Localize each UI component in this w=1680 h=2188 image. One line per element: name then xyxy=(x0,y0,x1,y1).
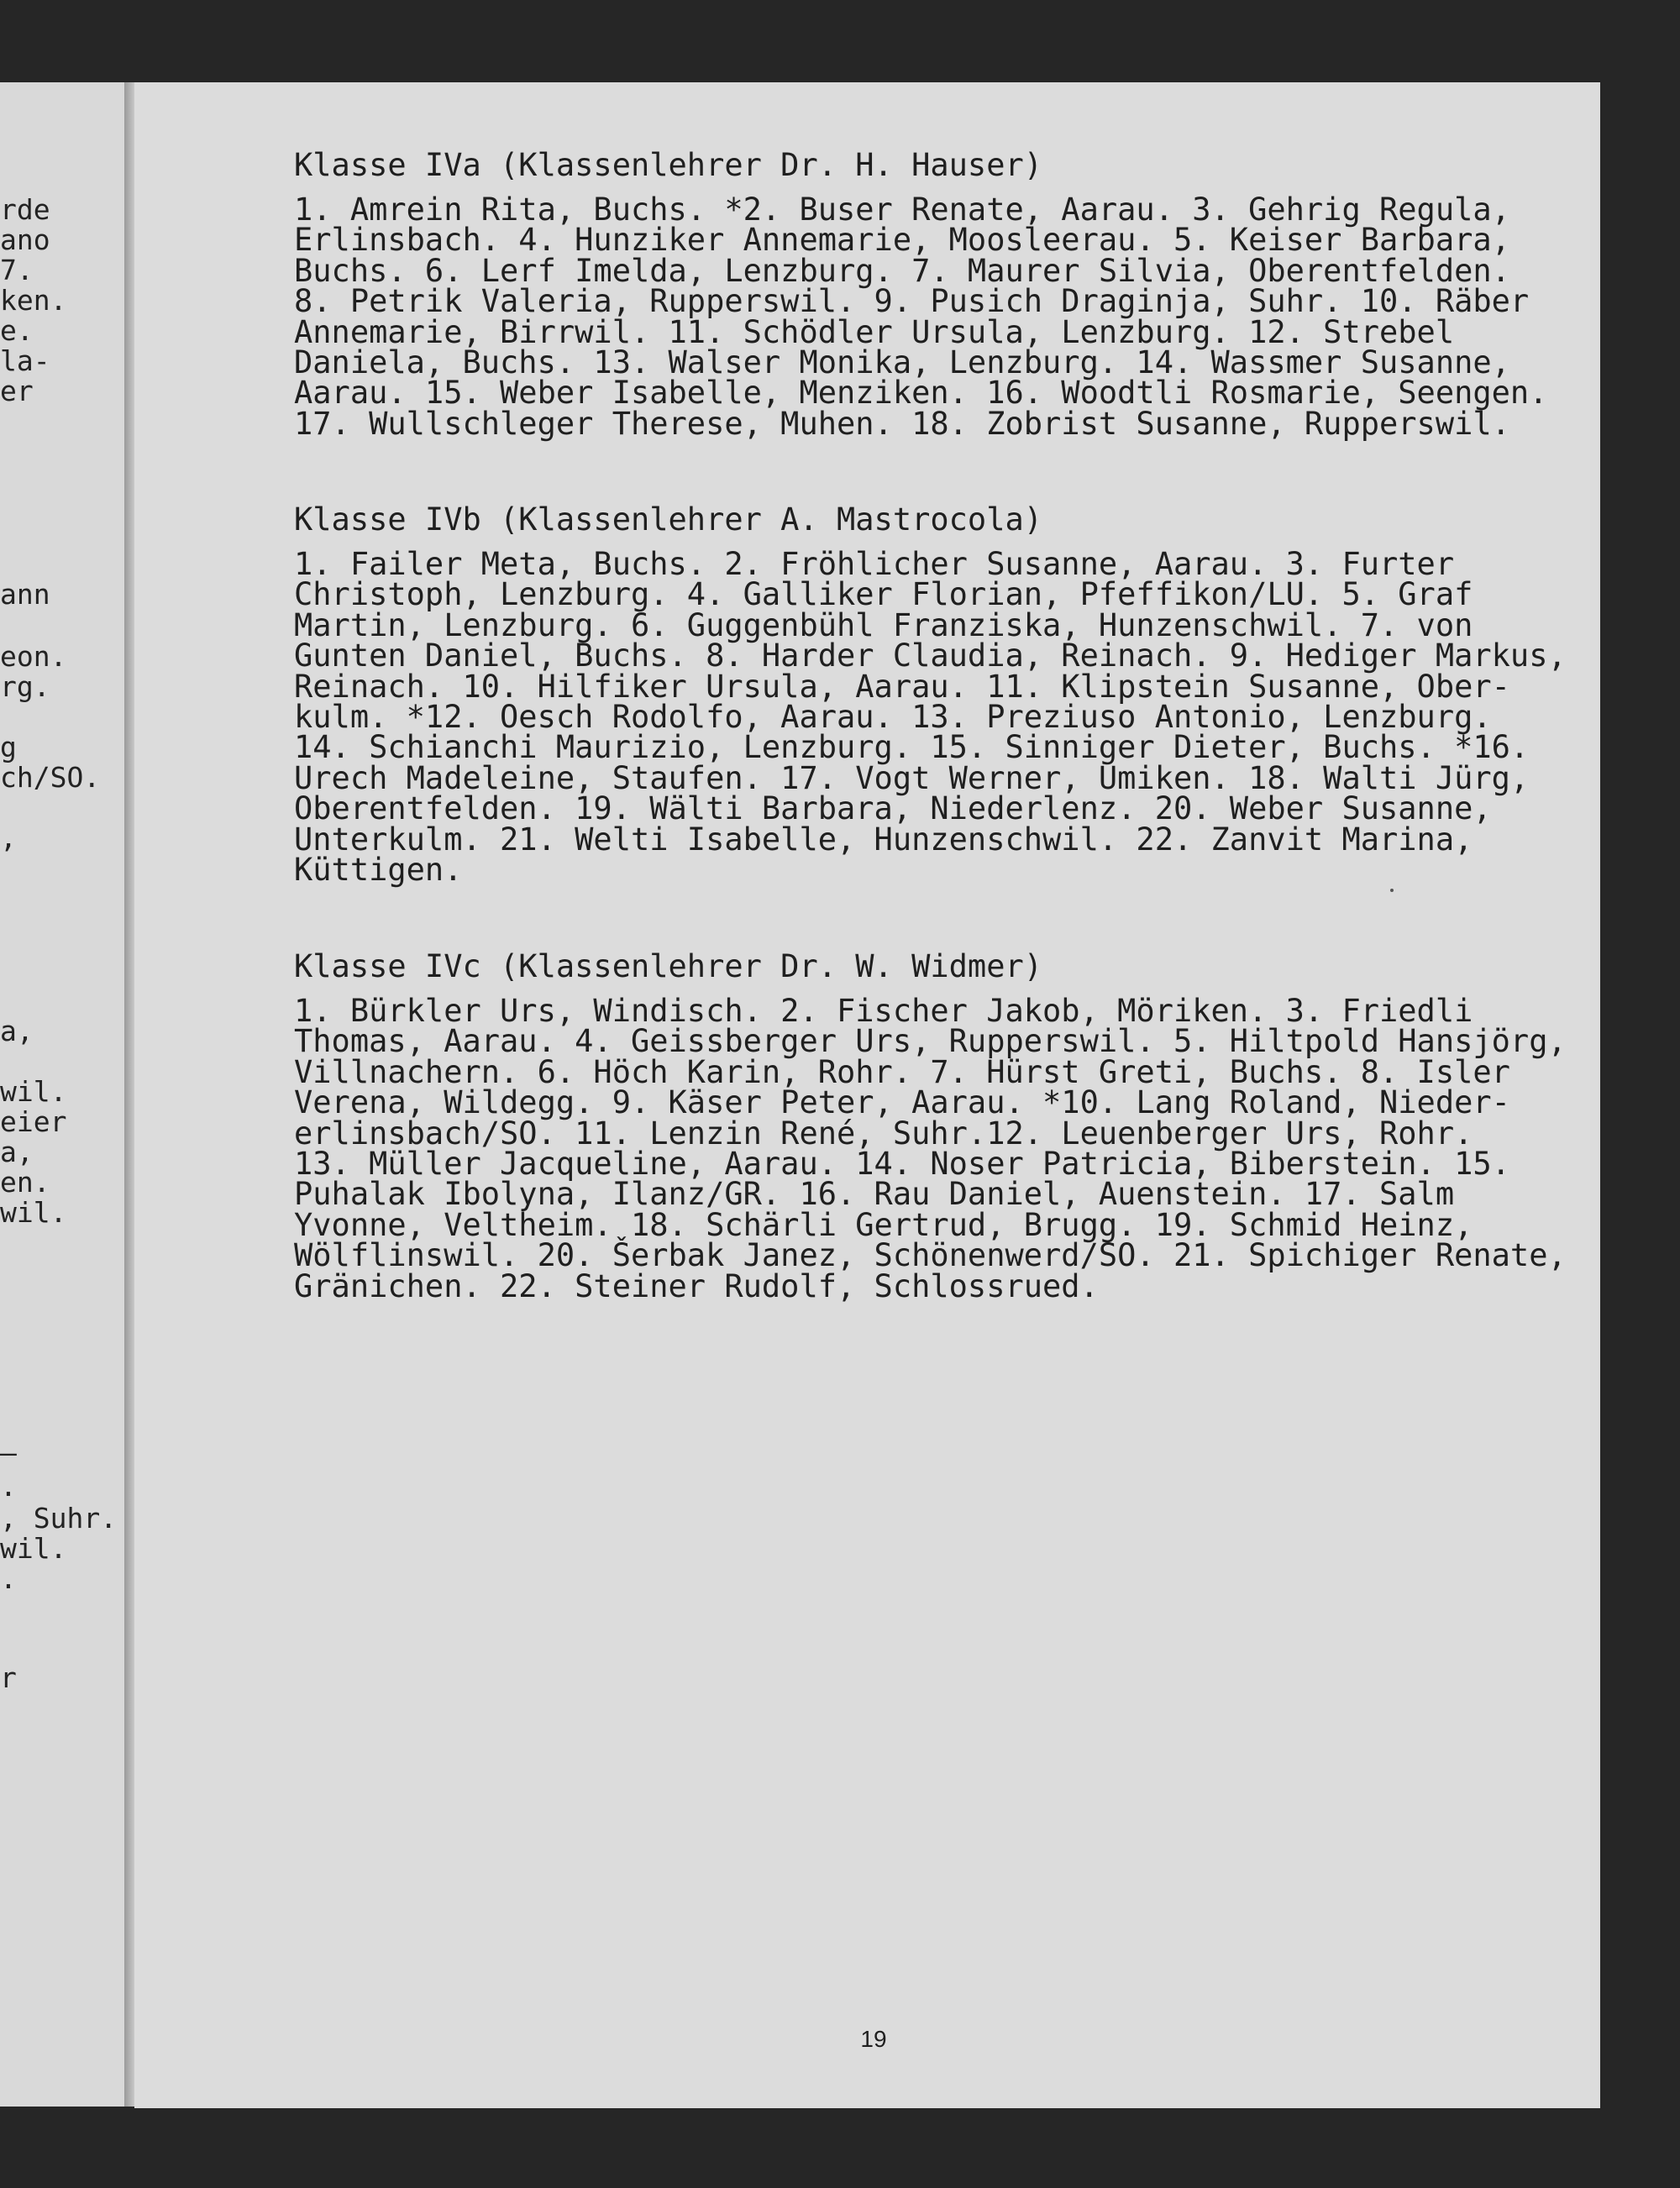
text-line: Aarau. 15. Weber Isabelle, Menziken. 16. Woodtli Rosmarie, Seengen. xyxy=(294,375,1548,412)
prev-page-fragment: – xyxy=(0,1436,17,1469)
prev-page-fragment: la- xyxy=(0,344,50,377)
text-line: Martin, Lenzburg. 6. Guggenbühl Franziska, Hunzenschwil. 7. von xyxy=(294,606,1473,643)
prev-page-fragment: rg. xyxy=(0,670,50,703)
text-line: Buchs. 6. Lerf Imelda, Lenzburg. 7. Maurer Silvia, Oberentfelden. xyxy=(294,252,1510,289)
text-line: Oberentfelden. 19. Wälti Barbara, Niederlenz. 20. Weber Susanne, xyxy=(294,790,1492,827)
previous-page-edge xyxy=(0,82,124,2107)
section-heading: Klasse IVa (Klassenlehrer Dr. H. Hauser) xyxy=(294,147,1043,183)
text-line: erlinsbach/SO. 11. Lenzin René, Suhr.12. Leuenberger Urs, Rohr. xyxy=(294,1115,1473,1152)
document-page xyxy=(134,82,1600,2108)
text-line: Puhalak Ibolyna, Ilanz/GR. 16. Rau Daniel, Auenstein. 17. Salm xyxy=(294,1176,1455,1213)
prev-page-fragment: , xyxy=(0,821,17,854)
prev-page-fragment: wil. xyxy=(0,1075,67,1108)
page-number: 19 xyxy=(860,2026,887,2052)
text-line: 1. Amrein Rita, Buchs. *2. Buser Renate, Aarau. 3. Gehrig Regula, xyxy=(294,192,1510,228)
prev-page-fragment: a, xyxy=(0,1136,34,1168)
text-line: Yvonne, Veltheim. 18. Schärli Gertrud, Brugg. 19. Schmid Heinz, xyxy=(294,1206,1473,1243)
prev-page-fragment: ken. xyxy=(0,284,67,317)
text-line: Unterkulm. 21. Welti Isabelle, Hunzenschwil. 22. Zanvit Marina, xyxy=(294,821,1473,858)
prev-page-fragment: eier xyxy=(0,1105,67,1138)
text-line: kulm. *12. Oesch Rodolfo, Aarau. 13. Preziuso Antonio, Lenzburg. xyxy=(294,699,1492,736)
text-line: Erlinsbach. 4. Hunziker Annemarie, Moosleerau. 5. Keiser Barbara, xyxy=(294,222,1510,259)
text-line: 1. Bürkler Urs, Windisch. 2. Fischer Jakob, Möriken. 3. Friedli xyxy=(294,993,1473,1029)
class-section-iva xyxy=(294,147,1588,442)
student-list xyxy=(294,546,1588,889)
text-line: Reinach. 10. Hilfiker Ursula, Aarau. 11. Klipstein Susanne, Ober- xyxy=(294,668,1510,705)
prev-page-fragment: ano xyxy=(0,223,50,256)
text-line: Christoph, Lenzburg. 4. Galliker Florian, Pfeffikon/LU. 5. Graf xyxy=(294,576,1473,613)
prev-page-fragment: eon. xyxy=(0,640,67,673)
prev-page-fragment: e. xyxy=(0,314,34,347)
prev-page-fragment: wil. xyxy=(0,1532,67,1565)
prev-page-fragment: wil. xyxy=(0,1196,67,1229)
prev-page-fragment: . xyxy=(0,1470,17,1503)
section-heading: Klasse IVc (Klassenlehrer Dr. W. Widmer) xyxy=(294,948,1043,984)
prev-page-fragment: g xyxy=(0,731,17,763)
prev-page-fragment: r xyxy=(0,1661,17,1694)
prev-page-fragment: , Suhr. xyxy=(0,1502,118,1535)
text-line: Villnachern. 6. Höch Karin, Rohr. 7. Hürst Greti, Buchs. 8. Isler xyxy=(294,1053,1510,1090)
text-line: Annemarie, Birrwil. 11. Schödler Ursula, Lenzburg. 12. Strebel xyxy=(294,313,1455,350)
class-section-ivb xyxy=(294,501,1588,889)
text-line: 13. Müller Jacqueline, Aarau. 14. Noser Patricia, Biberstein. 15. xyxy=(294,1146,1510,1183)
student-list xyxy=(294,993,1588,1304)
text-line: 8. Petrik Valeria, Rupperswil. 9. Pusich Draginja, Suhr. 10. Räber xyxy=(294,283,1530,320)
text-line: Gränichen. 22. Steiner Rudolf, Schlossrued. xyxy=(294,1267,1099,1304)
student-list xyxy=(294,192,1588,442)
text-line: Thomas, Aarau. 4. Geissberger Urs, Rupperswil. 5. Hiltpold Hansjörg, xyxy=(294,1023,1567,1060)
prev-page-fragment: ann xyxy=(0,578,50,611)
prev-page-fragment: . xyxy=(0,1562,17,1595)
class-section-ivc xyxy=(294,948,1588,1304)
prev-page-fragment: a, xyxy=(0,1015,34,1047)
text-line: Gunten Daniel, Buchs. 8. Harder Claudia, Reinach. 9. Hediger Markus, xyxy=(294,638,1567,674)
text-line: Urech Madeleine, Staufen. 17. Vogt Werner, Umiken. 18. Walti Jürg, xyxy=(294,759,1530,796)
prev-page-fragment: rde xyxy=(0,193,50,226)
section-heading: Klasse IVb (Klassenlehrer A. Mastrocola) xyxy=(294,501,1043,538)
prev-page-fragment: ch/SO. xyxy=(0,761,101,794)
text-line: 14. Schianchi Maurizio, Lenzburg. 15. Sinniger Dieter, Buchs. *16. xyxy=(294,729,1530,766)
text-line: Verena, Wildegg. 9. Käser Peter, Aarau. *10. Lang Roland, Nieder- xyxy=(294,1084,1510,1121)
text-line: Daniela, Buchs. 13. Walser Monika, Lenzburg. 14. Wassmer Susanne, xyxy=(294,344,1510,381)
prev-page-fragment: er xyxy=(0,375,34,407)
prev-page-fragment: en. xyxy=(0,1166,50,1199)
text-line: Wölflinswil. 20. Šerbak Janez, Schönenwerd/SO. 21. Spichiger Renate, xyxy=(294,1237,1567,1274)
text-line: Küttigen. xyxy=(294,852,463,889)
text-line: 1. Failer Meta, Buchs. 2. Fröhlicher Susanne, Aarau. 3. Furter xyxy=(294,546,1455,582)
text-line: 17. Wullschleger Therese, Muhen. 18. Zobrist Susanne, Rupperswil. xyxy=(294,405,1510,442)
paper-speck xyxy=(1390,889,1394,892)
prev-page-fragment: 7. xyxy=(0,254,34,286)
